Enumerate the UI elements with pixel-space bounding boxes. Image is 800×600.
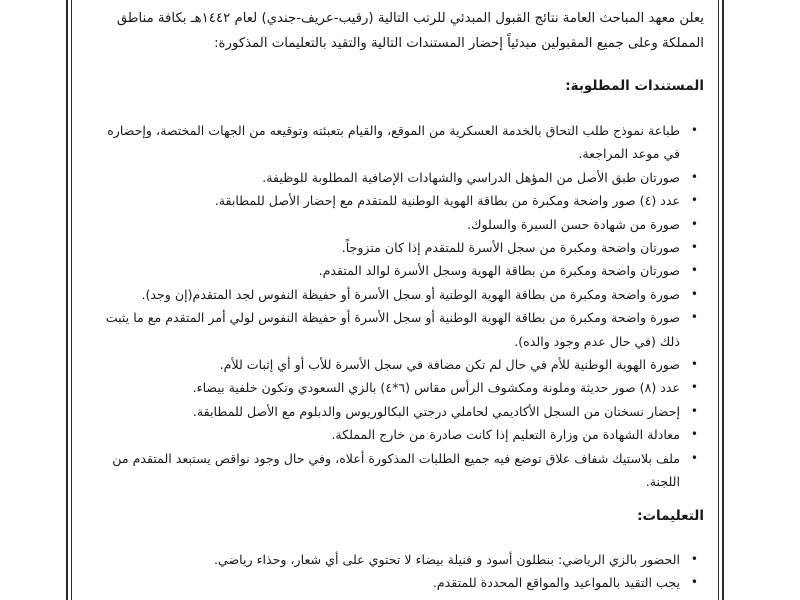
page-border-left — [66, 0, 68, 600]
list-item: • صورتان طبق الأصل من المؤهل الدراسي والشهادات الإضافية المطلوبة للوظيفة. — [92, 166, 704, 189]
list-item: • الحضور بالزي الرياضي: بنطلون أسود و فنيلة بيضاء لا تحتوي على أي شعار، وحذاء رياضي. — [92, 548, 704, 571]
list-item: • ملف بلاستيك شفاف علاق توضع فيه جميع الطلبات المذكورة أعلاه، وفي حال وجود نواقص يستبعد المتقدم من اللجنة. — [92, 447, 704, 494]
intro-paragraph: يعلن معهد المباحث العامة نتائج القبول المبدئي للرتب التالية (رقيب-عريف-جندي) لعام ١٤٤٢هـ بكافة مناطق المملكة وعلى جميع المقبولين مبدئياً إحضار المستندات التالية والتقيد بالتعليمات المذكورة: — [116, 11, 704, 51]
list-item: • صورتان واضحة ومكبرة من سجل الأسرة للمتقدم إذا كان متزوجاً. — [92, 236, 704, 259]
documents-heading: المستندات المطلوبة: — [565, 78, 704, 94]
list-item: • صورة واضحة ومكبرة من بطاقة الهوية الوطنية أو سجل الأسرة أو حفيظة النفوس لولي أمر المتقدم مع ما يثبت ذلك (في حال عدم وجود والده). — [92, 306, 704, 353]
documents-list — [92, 119, 704, 494]
list-item: • صورة الهوية الوطنية للأم في حال لم تكن مضافة في سجل الأسرة للأب أو أي إثبات للأم. — [92, 353, 704, 376]
list-item: • يجب التقيد بالمواعيد والمواقع المحددة للمتقدم. — [92, 571, 704, 594]
instructions-heading: التعليمات: — [637, 508, 704, 524]
list-item: • صورة من شهادة حسن السيرة والسلوك. — [92, 213, 704, 236]
page-border-right — [722, 0, 724, 600]
list-item: • عدد (٨) صور حديثة وملونة ومكشوف الرأس مقاس (٦*٤) بالزي السعودي وتكون خلفية بيضاء. — [92, 376, 704, 399]
list-item: • صورة واضحة ومكبرة من بطاقة الهوية الوطنية أو سجل الأسرة أو حفيظة النفوس لجد المتقدم(إن وجد). — [92, 283, 704, 306]
page-border-left-inner — [71, 0, 72, 600]
page-border-right-inner — [718, 0, 719, 600]
document-content — [92, 6, 704, 591]
list-item: • عدد (٤) صور واضحة ومكبرة من بطاقة الهوية الوطنية للمتقدم مع إحضار الأصل للمطابقة. — [92, 189, 704, 212]
list-item: • معادلة الشهادة من وزارة التعليم إذا كانت صادرة من خارج المملكة. — [92, 423, 704, 446]
list-item: • صورتان واضحة ومكبرة من بطاقة الهوية وسجل الأسرة لوالد المتقدم. — [92, 259, 704, 282]
list-item: • إحضار نسختان من السجل الأكاديمي لحاملي درجتي البكالوريوس والدبلوم مع الأصل للمطابقة. — [92, 400, 704, 423]
instructions-list — [92, 548, 704, 595]
list-item: • طباعة نموذج طلب التحاق بالخدمة العسكرية من الموقع، والقيام بتعبئته وتوقيعه من الجهات المختصة، وإحضاره في موعد المراجعة. — [92, 119, 704, 166]
